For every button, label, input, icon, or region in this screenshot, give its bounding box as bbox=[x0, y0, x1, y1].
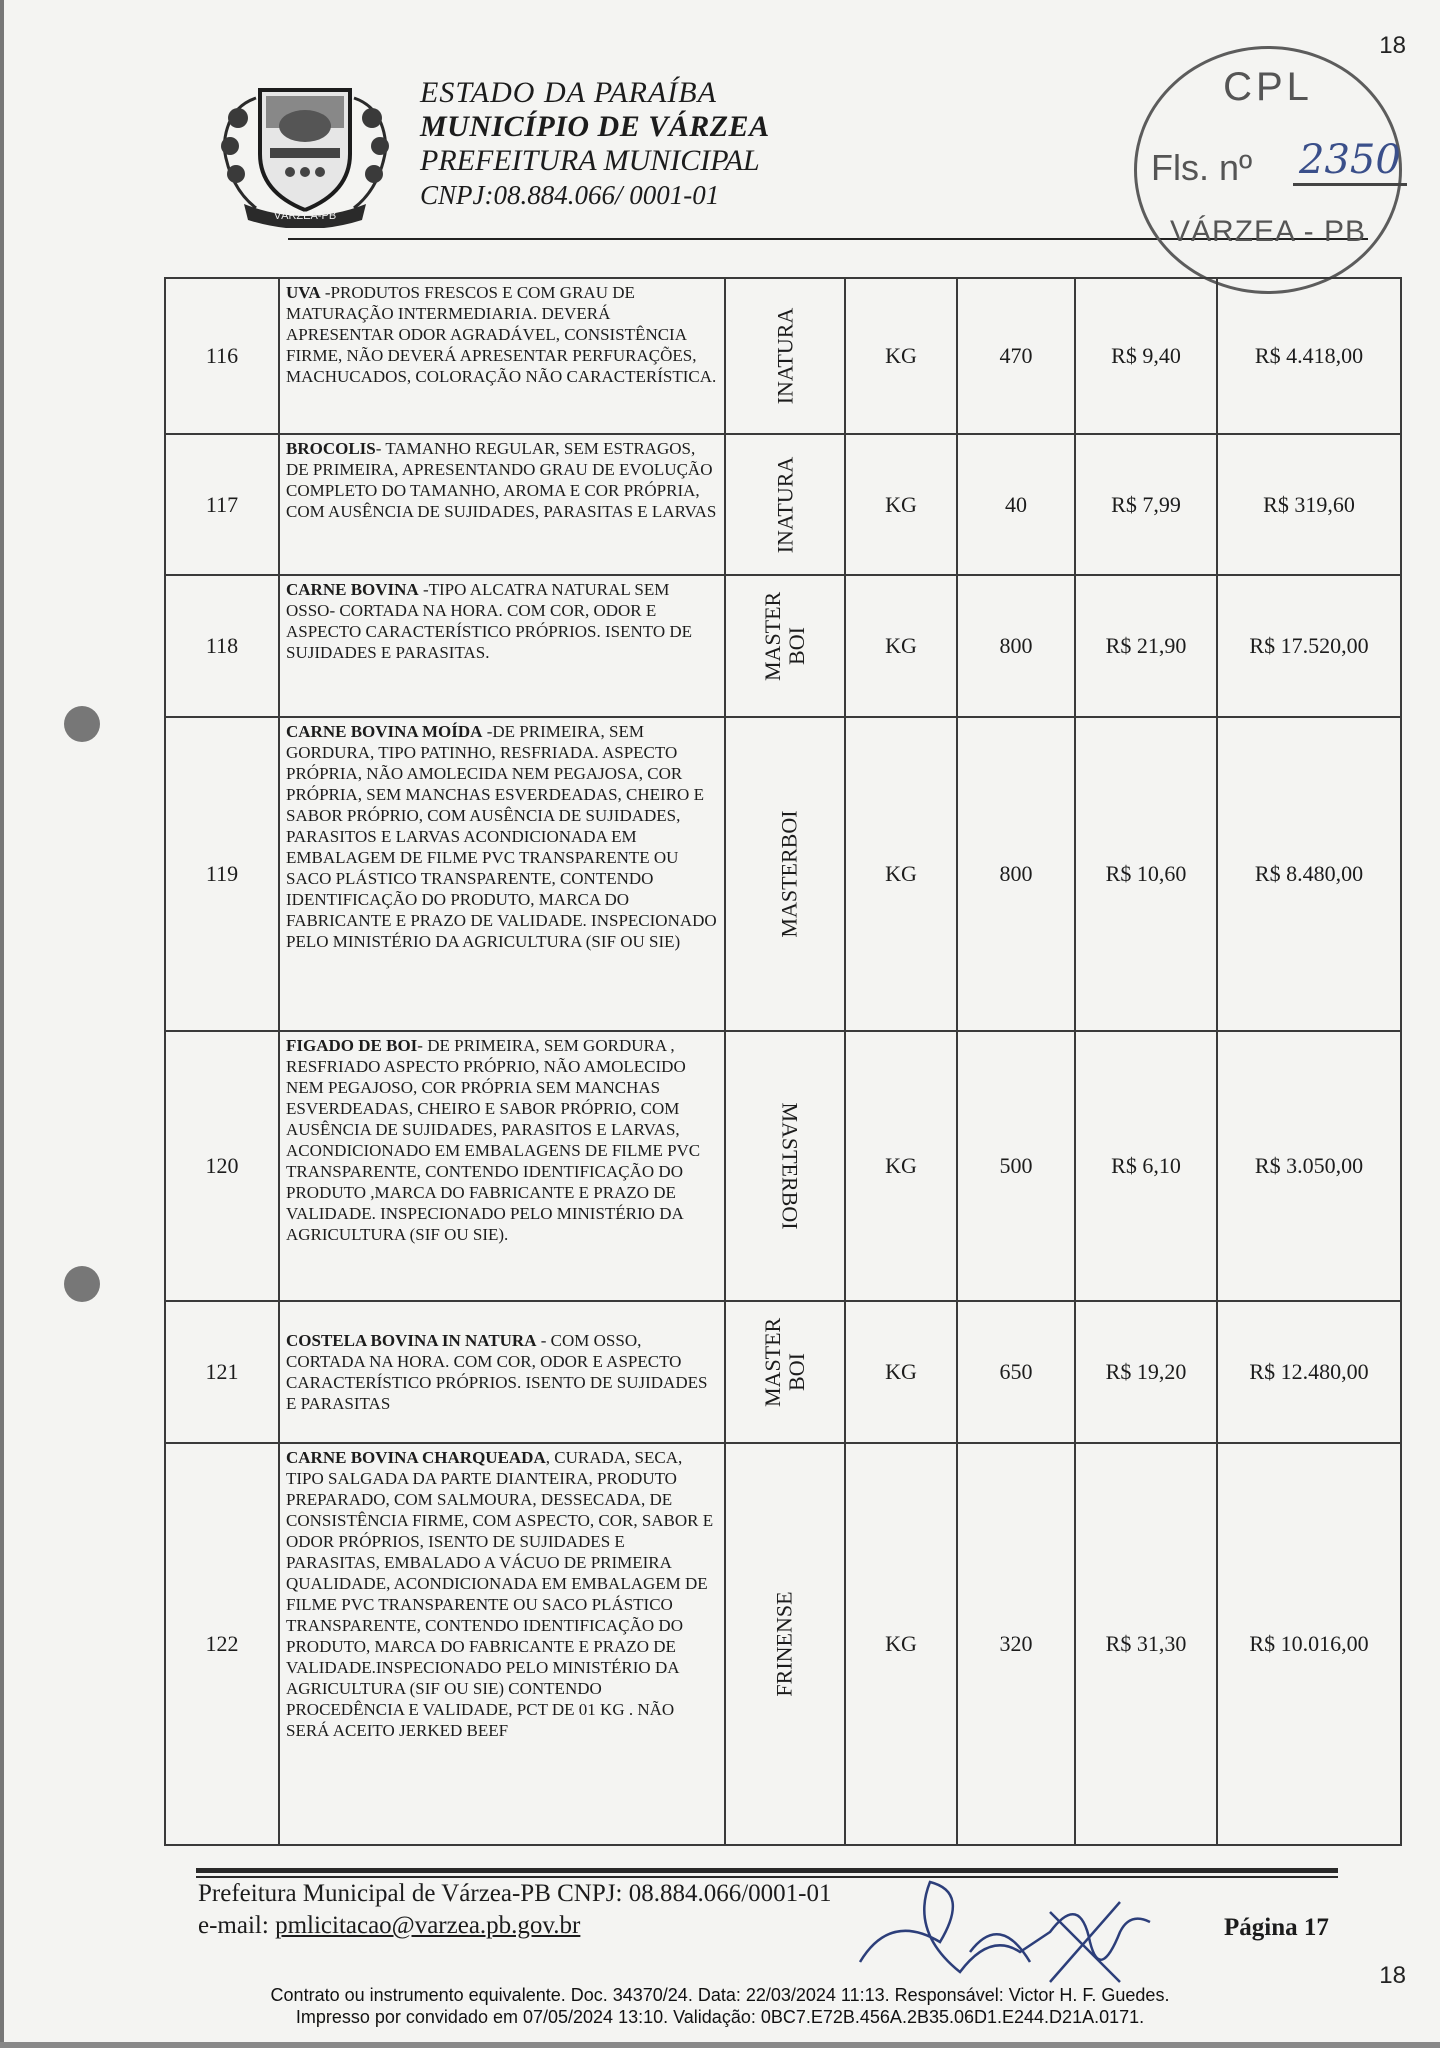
item-total-price: R$ 17.520,00 bbox=[1217, 575, 1401, 717]
item-brand: INATURA bbox=[772, 307, 797, 405]
item-brand-cell bbox=[725, 575, 845, 717]
footer-organization: Prefeitura Municipal de Várzea-PB CNPJ: 08.884.066/0001-01 bbox=[198, 1880, 832, 1907]
item-brand: MASTER BOI bbox=[760, 591, 809, 681]
item-brand: INATURA bbox=[772, 456, 797, 553]
item-unit: KG bbox=[845, 1031, 957, 1301]
item-total-price: R$ 319,60 bbox=[1217, 434, 1401, 575]
item-brand: MASTERBOI bbox=[776, 810, 802, 938]
item-total-price: R$ 10.016,00 bbox=[1217, 1443, 1401, 1845]
item-desc-text: - DE PRIMEIRA, SEM GORDURA , RESFRIADO ASPECTO PRÓPRIO, NÃO AMOLECIDO NEM PEGAJOSO, COR PRÓPRIA SEM MANCHAS ESVERDEADAS, CHEIRO E SABOR PRÓPRIO, COM AUSÊNCIA DE SUJIDADES, PARASITOS E LARVAS, ACONDICIONADO EM EMBALAGENS DE FILME PVC TRANSPARENTE, CONTENDO IDENTIFICAÇÃO DO PRODUTO ,MARCA DO FABRICANTE E PRAZO DE VALIDADE. INSPECIONADO PELO MINISTÉRIO DA AGRICULTURA (SIF OU SIE). bbox=[286, 1036, 701, 1244]
item-brand-cell bbox=[725, 434, 845, 575]
validation-footer bbox=[0, 1984, 1440, 2028]
table-row bbox=[165, 1031, 1401, 1301]
item-brand-cell bbox=[725, 1031, 845, 1301]
validation-print-line: Impresso por convidado em 07/05/2024 13:10. Validação: 0BC7.E72B.456A.2B35.06D1.E244.D21A.0171. bbox=[295, 2007, 1145, 2027]
item-number: 119 bbox=[165, 717, 279, 1031]
table-row bbox=[165, 278, 1401, 434]
punch-hole bbox=[64, 706, 100, 742]
item-unit-price: R$ 6,10 bbox=[1075, 1031, 1217, 1301]
item-total-price: R$ 12.480,00 bbox=[1217, 1301, 1401, 1443]
item-total-price: R$ 3.050,00 bbox=[1217, 1031, 1401, 1301]
item-unit-price: R$ 10,60 bbox=[1075, 717, 1217, 1031]
item-name: UVA bbox=[286, 283, 321, 302]
item-unit: KG bbox=[845, 1443, 957, 1845]
item-brand-cell bbox=[725, 1443, 845, 1845]
item-total-price: R$ 8.480,00 bbox=[1217, 717, 1401, 1031]
footer-divider-thin bbox=[196, 1876, 1338, 1878]
table-row bbox=[165, 1301, 1401, 1443]
item-brand: MASTER BOI bbox=[760, 1317, 809, 1407]
item-unit: KG bbox=[845, 575, 957, 717]
item-name: BROCOLIS bbox=[286, 439, 376, 458]
item-name: CARNE BOVINA CHARQUEADA bbox=[286, 1448, 546, 1467]
stamp-fls-number: 2350 bbox=[1293, 137, 1407, 186]
item-name: CARNE BOVINA bbox=[286, 580, 419, 599]
item-unit-price: R$ 9,40 bbox=[1075, 278, 1217, 434]
item-unit-price: R$ 19,20 bbox=[1075, 1301, 1217, 1443]
municipality-name: MUNICÍPIO DE VÁRZEA bbox=[420, 110, 770, 143]
item-description bbox=[279, 575, 725, 717]
handwritten-signature bbox=[850, 1872, 1160, 1992]
item-desc-text: , CURADA, SECA, TIPO SALGADA DA PARTE DIANTEIRA, PRODUTO PREPARADO, COM SALMOURA, DESSECADA, DE CONSISTÊNCIA FIRME, COM ASPECTO, COR, SABOR E ODOR PRÓPRIOS, ISENTO DE SUJIDADES E PARASITAS, EMBALADO A VÁCUO DE PRIMEIRA QUALIDADE, ACONDICIONADA EM EMBALAGEM DE FILME PVC TRANSPARENTE OU SACO PLÁSTICO TRANSPARENTE, CONTENDO IDENTIFICAÇÃO DO PRODUTO, MARCA DO FABRICANTE E PRAZO DE VALIDADE.INSPECIONADO PELO MINISTÉRIO DA AGRICULTURA (SIF OU SIE) CONTENDO PROCEDÊNCIA E VALIDADE, PCT DE 01 KG . NÃO SERÁ ACEITO JERKED BEEF bbox=[286, 1448, 714, 1740]
state-name: ESTADO DA PARAÍBA bbox=[420, 76, 717, 109]
item-brand: FRINENSE bbox=[772, 1591, 797, 1697]
stamp-fls-label: Fls. nº bbox=[1151, 147, 1253, 188]
page-edge bbox=[0, 0, 4, 2048]
item-number: 117 bbox=[165, 434, 279, 575]
item-desc-text: -PRODUTOS FRESCOS E COM GRAU DE MATURAÇÃO INTERMEDIARIA. DEVERÁ APRESENTAR ODOR AGRADÁVEL, CONSISTÊNCIA FIRME, NÃO DEVERÁ APRESENTAR PERFURAÇÕES, MACHUCADOS, COLORAÇÃO NÃO CARACTERÍSTICA. bbox=[286, 283, 717, 386]
item-quantity: 800 bbox=[957, 717, 1075, 1031]
item-brand-cell bbox=[725, 278, 845, 434]
item-unit: KG bbox=[845, 717, 957, 1031]
item-quantity: 470 bbox=[957, 278, 1075, 434]
footer-contact bbox=[198, 1912, 580, 1940]
item-name: CARNE BOVINA MOÍDA bbox=[286, 722, 483, 741]
prefecture-name: PREFEITURA MUNICIPAL bbox=[420, 144, 760, 177]
item-number: 120 bbox=[165, 1031, 279, 1301]
table-row bbox=[165, 575, 1401, 717]
item-unit: KG bbox=[845, 434, 957, 575]
item-desc-text: - COM OSSO, CORTADA NA HORA. COM COR, ODOR E ASPECTO CARACTERÍSTICO PRÓPRIOS. ISENTO DE SUJIDADES E PARASITAS bbox=[286, 1331, 708, 1413]
footer-email-label: e-mail: bbox=[198, 1912, 276, 1939]
item-description bbox=[279, 717, 725, 1031]
item-desc-text: -TIPO ALCATRA NATURAL SEM OSSO- CORTADA NA HORA. COM COR, ODOR E ASPECTO CARACTERÍSTICO PRÓPRIOS. ISENTO DE SUJIDADES E PARASITAS. bbox=[286, 580, 693, 662]
table-row bbox=[165, 434, 1401, 575]
item-number: 116 bbox=[165, 278, 279, 434]
validation-contract-line: Contrato ou instrumento equivalente. Doc. 34370/24. Data: 22/03/2024 11:13. Responsável: Victor H. F. Guedes. bbox=[270, 1985, 1170, 2005]
items-table bbox=[164, 277, 1402, 1846]
punch-hole bbox=[64, 1266, 100, 1302]
item-quantity: 500 bbox=[957, 1031, 1075, 1301]
page-number-bottom: 18 bbox=[1379, 1962, 1406, 1989]
item-unit: KG bbox=[845, 278, 957, 434]
item-description bbox=[279, 434, 725, 575]
item-quantity: 800 bbox=[957, 575, 1075, 717]
crest-banner-text: VÁRZEA-PB bbox=[273, 210, 337, 222]
item-brand-cell bbox=[725, 717, 845, 1031]
item-number: 118 bbox=[165, 575, 279, 717]
item-brand-cell bbox=[725, 1301, 845, 1443]
stamp-location: VÁRZEA - PB bbox=[1169, 215, 1367, 248]
item-quantity: 40 bbox=[957, 434, 1075, 575]
item-description bbox=[279, 278, 725, 434]
item-name: FIGADO DE BOI bbox=[286, 1036, 418, 1055]
cpl-stamp bbox=[1134, 46, 1402, 294]
table-row bbox=[165, 1443, 1401, 1845]
item-description bbox=[279, 1301, 725, 1443]
table-row bbox=[165, 717, 1401, 1031]
page-number-top: 18 bbox=[1379, 32, 1406, 59]
footer-page-label: Página 17 bbox=[1224, 1914, 1329, 1941]
item-description bbox=[279, 1443, 725, 1845]
item-desc-text: - TAMANHO REGULAR, SEM ESTRAGOS, DE PRIMEIRA, APRESENTANDO GRAU DE EVOLUÇÃO COMPLETO DO TAMANHO, AROMA E COR PRÓPRIA, COM AUSÊNCIA DE SUJIDADES, PARASITAS E LARVAS bbox=[286, 439, 717, 521]
item-unit-price: R$ 31,30 bbox=[1075, 1443, 1217, 1845]
item-number: 122 bbox=[165, 1443, 279, 1845]
item-description bbox=[279, 1031, 725, 1301]
footer-email-link[interactable]: pmlicitacao@varzea.pb.gov.br bbox=[275, 1912, 581, 1939]
item-brand: MASTERBOI bbox=[777, 1102, 803, 1230]
header-cnpj: CNPJ:08.884.066/ 0001-01 bbox=[420, 180, 720, 210]
page-bottom-edge bbox=[0, 2042, 1440, 2048]
item-desc-text: -DE PRIMEIRA, SEM GORDURA, TIPO PATINHO, RESFRIADA. ASPECTO PRÓPRIA, NÃO AMOLECIDA NEM PEGAJOSA, COR PRÓPRIA, SEM MANCHAS ESVERDEADAS, CHEIRO E SABOR PRÓPRIO, COM AUSÊNCIA DE SUJIDADES, PARASITOS E LARVAS ACONDICIONADA EM EMBALAGEM DE FILME PVC TRANSPARENTE OU SACO PLÁSTICO TRANSPARENTE, CONTENDO IDENTIFICAÇÃO DO PRODUTO, MARCA DO FABRICANTE E PRAZO DE VALIDADE. INSPECIONADO PELO MINISTÉRIO DA AGRICULTURA (SIF OU SIE) bbox=[286, 722, 717, 951]
item-total-price: R$ 4.418,00 bbox=[1217, 278, 1401, 434]
item-unit-price: R$ 7,99 bbox=[1075, 434, 1217, 575]
item-unit: KG bbox=[845, 1301, 957, 1443]
letterhead bbox=[420, 76, 770, 212]
item-unit-price: R$ 21,90 bbox=[1075, 575, 1217, 717]
item-quantity: 320 bbox=[957, 1443, 1075, 1845]
coat-of-arms-logo bbox=[216, 68, 394, 228]
item-number: 121 bbox=[165, 1301, 279, 1443]
footer-divider bbox=[196, 1868, 1338, 1873]
item-quantity: 650 bbox=[957, 1301, 1075, 1443]
stamp-title: CPL bbox=[1223, 65, 1313, 109]
item-name: COSTELA BOVINA IN NATURA bbox=[286, 1331, 537, 1350]
